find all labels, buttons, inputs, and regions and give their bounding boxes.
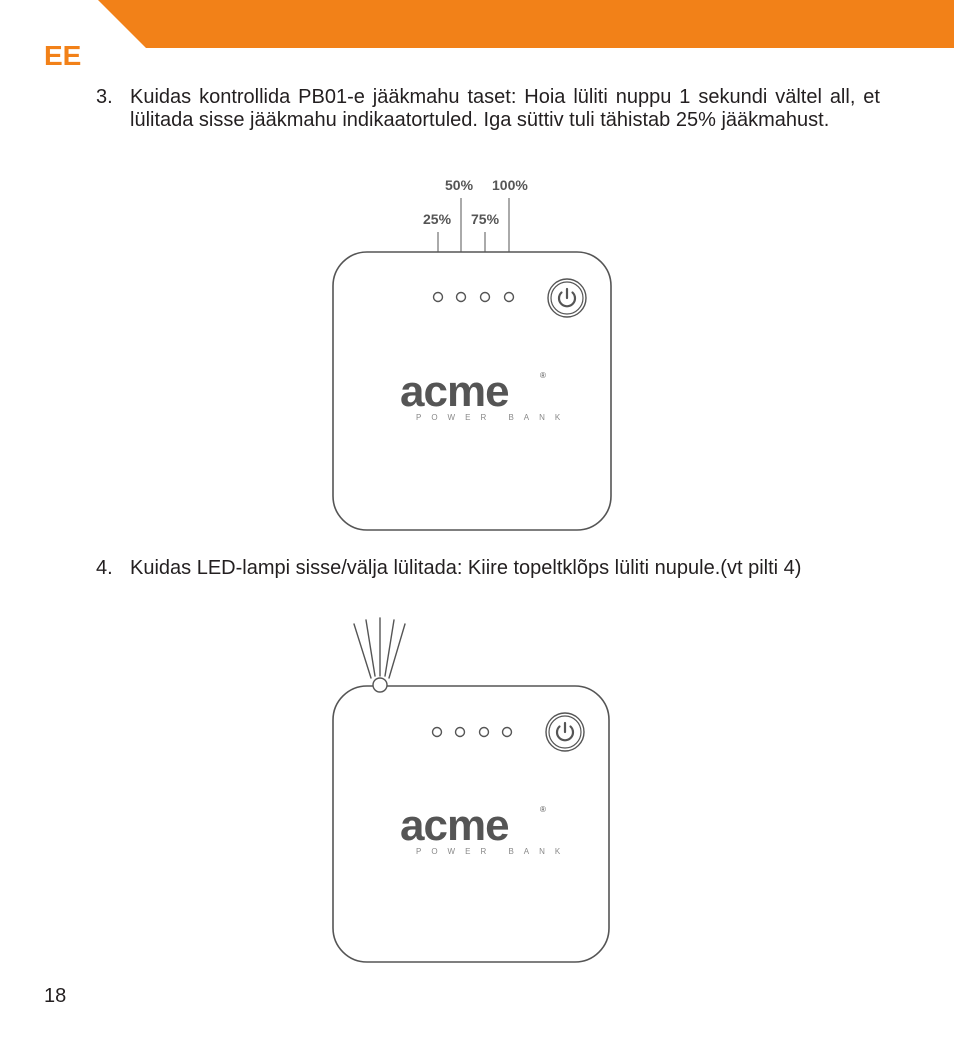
light-rays (354, 618, 405, 678)
label-75-percent: 75% (471, 211, 500, 227)
label-25-percent: 25% (423, 211, 452, 227)
language-code: EE (44, 40, 82, 71)
step-number: 4. (96, 557, 113, 579)
power-button-icon (548, 279, 586, 317)
logo-subtitle: POWER BANK (416, 413, 571, 422)
header-bar (0, 0, 954, 48)
led-indicator (456, 728, 465, 737)
label-50-percent: 50% (445, 177, 474, 193)
step-number: 3. (96, 86, 113, 108)
led-indicator-100 (505, 293, 514, 302)
power-bank-led-lamp-figure (320, 612, 620, 972)
power-bank-level-figure (320, 168, 620, 538)
power-button-icon (546, 713, 584, 751)
led-indicator-50 (457, 293, 466, 302)
acme-logo: acme (400, 801, 509, 850)
registered-mark: ® (540, 371, 546, 380)
led-lamp-icon (373, 678, 387, 692)
logo-subtitle: POWER BANK (416, 847, 571, 856)
instruction-step-4 (96, 557, 880, 580)
led-indicator (433, 728, 442, 737)
led-indicator-25 (434, 293, 443, 302)
led-indicator (480, 728, 489, 737)
step-text: Kuidas kontrollida PB01-e jääkmahu taset: Hoia lüliti nuppu 1 sekundi vältel all, et lülitada sisse jääkmahu indikaatortuled. Iga süttiv tuli tähistab 25% jääkmahust. (130, 86, 880, 131)
registered-mark: ® (540, 805, 546, 814)
instruction-step-3 (96, 86, 880, 132)
acme-logo: acme (400, 367, 509, 416)
label-100-percent: 100% (492, 177, 528, 193)
step-text: Kuidas LED-lampi sisse/välja lülitada: Kiire topeltklõps lüliti nupule.(vt pilti 4) (130, 557, 802, 579)
page-number: 18 (44, 985, 67, 1007)
led-indicator-75 (481, 293, 490, 302)
led-indicator (503, 728, 512, 737)
